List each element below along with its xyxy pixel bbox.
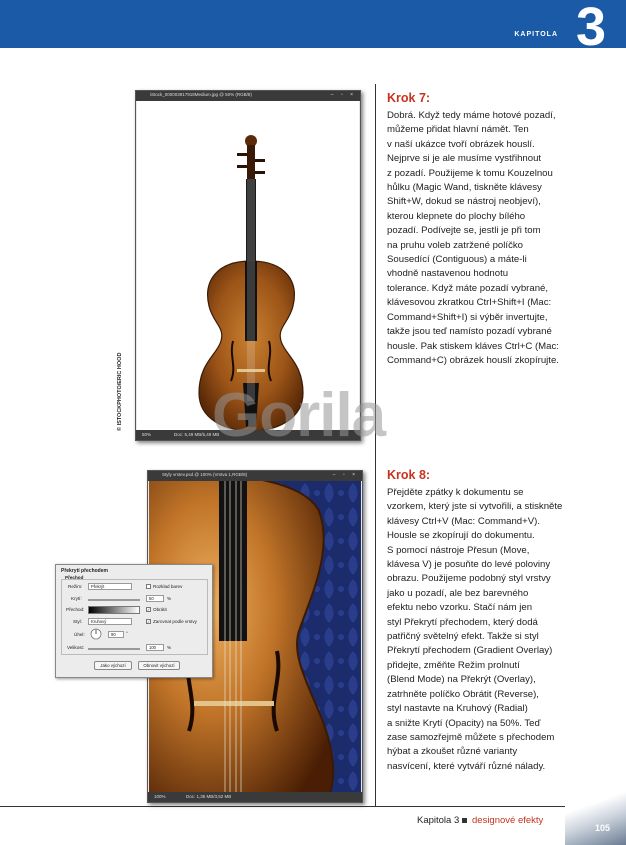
- page-number: 105: [595, 823, 611, 833]
- step8-heading: Krok 8:: [387, 468, 431, 482]
- angle-label: Úhel:: [74, 632, 85, 637]
- doc-size: Doc: 5,49 MB/5,49 MB: [174, 432, 220, 437]
- style-label: Styl:: [73, 619, 82, 624]
- footer-topic: designové efekty: [472, 815, 544, 826]
- gradient-picker[interactable]: [88, 606, 140, 614]
- angle-input[interactable]: 90: [108, 631, 124, 638]
- dither-label: Rozklad barev: [153, 584, 183, 589]
- step7-heading: Krok 7:: [387, 91, 431, 105]
- step7-body: Dobrá. Když tedy máme hotové pozadí, můžeme přidat hlavní námět. Ten v naší ukázce tvoří obrázek houslí. Nejprve si je ale musíme vystřihnout z pozadí. Použijeme k tomu Kouzelnou hůlku (Magic Wand, tiskněte klávesy Shift+W, dokud se nástroj neobjeví), kterou klepnete do plochy bílého pozadí. Podívejte se, jestli je při tom na pruhu voleb zatržené políčko Sousedící (Contiguous) a máte-li vhodně nastavenou hodnotu tolerance. Když máte pozadí vybrané, klávesovou zkratkou Ctrl+Shift+I (Mac: Command+Shift+I) si výběr invertujte, takže jsou teď namísto pozadí vybrané housle. Pak stiskem kláves Ctrl+C (Mac: Command+C) obrázek houslí zkopírujte.: [387, 110, 559, 366]
- window-title: Styly vrstev.psd @ 100% (Vrstva 1,RGB/8): [162, 472, 248, 477]
- align-layer-label: Zarovnat podle vrstvy: [153, 619, 197, 624]
- chapter-number: 3: [575, 0, 606, 57]
- gradient-label: Přechod:: [66, 607, 85, 612]
- footer-rule: [0, 806, 600, 807]
- footer-bullet-icon: [462, 818, 467, 823]
- window-statusbar: [148, 792, 362, 802]
- angle-dial-icon[interactable]: [90, 628, 102, 640]
- scale-percent: %: [167, 645, 172, 650]
- opacity-slider[interactable]: [88, 599, 140, 601]
- window-title: iStock_000003917918Medium.jpg @ 50% (RGB/8): [150, 92, 252, 97]
- degree-icon: °: [126, 631, 128, 636]
- opacity-percent: %: [167, 596, 172, 601]
- footer-chapter: Kapitola 3: [417, 815, 460, 826]
- window-titlebar: [148, 471, 362, 481]
- page-corner-curl: [565, 790, 626, 845]
- dialog-title: Překrytí přechodem: [61, 568, 108, 574]
- opacity-label: Krytí:: [71, 596, 82, 601]
- photo-credit: © ISTOCKPHOTO/ERIC HOOD: [117, 352, 123, 431]
- window-controls-icon: – ▫ ×: [332, 472, 358, 478]
- dialog-frame: [61, 579, 208, 655]
- make-default-button[interactable]: Jako výchozí: [94, 661, 132, 670]
- align-layer-checkbox[interactable]: ✓: [147, 619, 151, 624]
- opacity-input[interactable]: 50: [146, 595, 164, 602]
- window-controls-icon: – ▫ ×: [330, 92, 356, 98]
- style-select[interactable]: Kruhový: [88, 618, 132, 625]
- zoom-level: 100%: [154, 794, 166, 799]
- reset-default-button[interactable]: Obnovit výchozí: [138, 661, 180, 670]
- mode-label: Režim:: [68, 584, 83, 589]
- chapter-label: KAPITOLA: [514, 31, 558, 38]
- doc-size: Doc: 1,35 MB/3,52 MB: [186, 794, 232, 799]
- reverse-checkbox[interactable]: ✓: [147, 607, 151, 612]
- gradient-overlay-dialog: [55, 564, 213, 678]
- scale-input[interactable]: 100: [146, 644, 164, 651]
- blend-mode-select[interactable]: Překrýt: [88, 583, 132, 590]
- watermark-logo: Gorila: [212, 381, 386, 450]
- scale-slider[interactable]: [88, 648, 140, 650]
- scale-label: Velikost:: [67, 645, 85, 650]
- dialog-section: Přechod: [65, 575, 84, 580]
- step8-body: Přejděte zpátky k dokumentu se vzorkem, který jste si vytvořili, a stiskněte klávesy Ctrl+V (Mac: Command+V). Housle se zkopírují do dokumentu. S pomocí nástroje Přesun (Move, klávesa V) je posuňte do levé poloviny obrazu. Použijeme podobný styl vrstvy jako u pozadí, ale bez barevného efektu nebo vzorku. Stačí nám jen styl Překrytí přechodem, který dodá patřičný světelný efekt. Takže si styl Překrytí přechodem (Gradient Overlay) přidejte, změňte Režim prolnutí (Blend Mode) na Překrýt (Overlay), zatrhněte políčko Obrátit (Reverse), styl nastavte na Kruhový (Radial) a snižte Krytí (Opacity) na 50%. Teď zase samozřejmě můžete s přechodem hýbat a zkoušet různé varianty nasvícení, které vytváří různé nálady.: [387, 487, 563, 772]
- dither-checkbox[interactable]: [146, 584, 151, 589]
- chapter-header-bar: [0, 0, 626, 57]
- reverse-label: Obrátit: [153, 607, 167, 612]
- zoom-level: 50%: [142, 432, 152, 437]
- window-titlebar: [136, 91, 360, 101]
